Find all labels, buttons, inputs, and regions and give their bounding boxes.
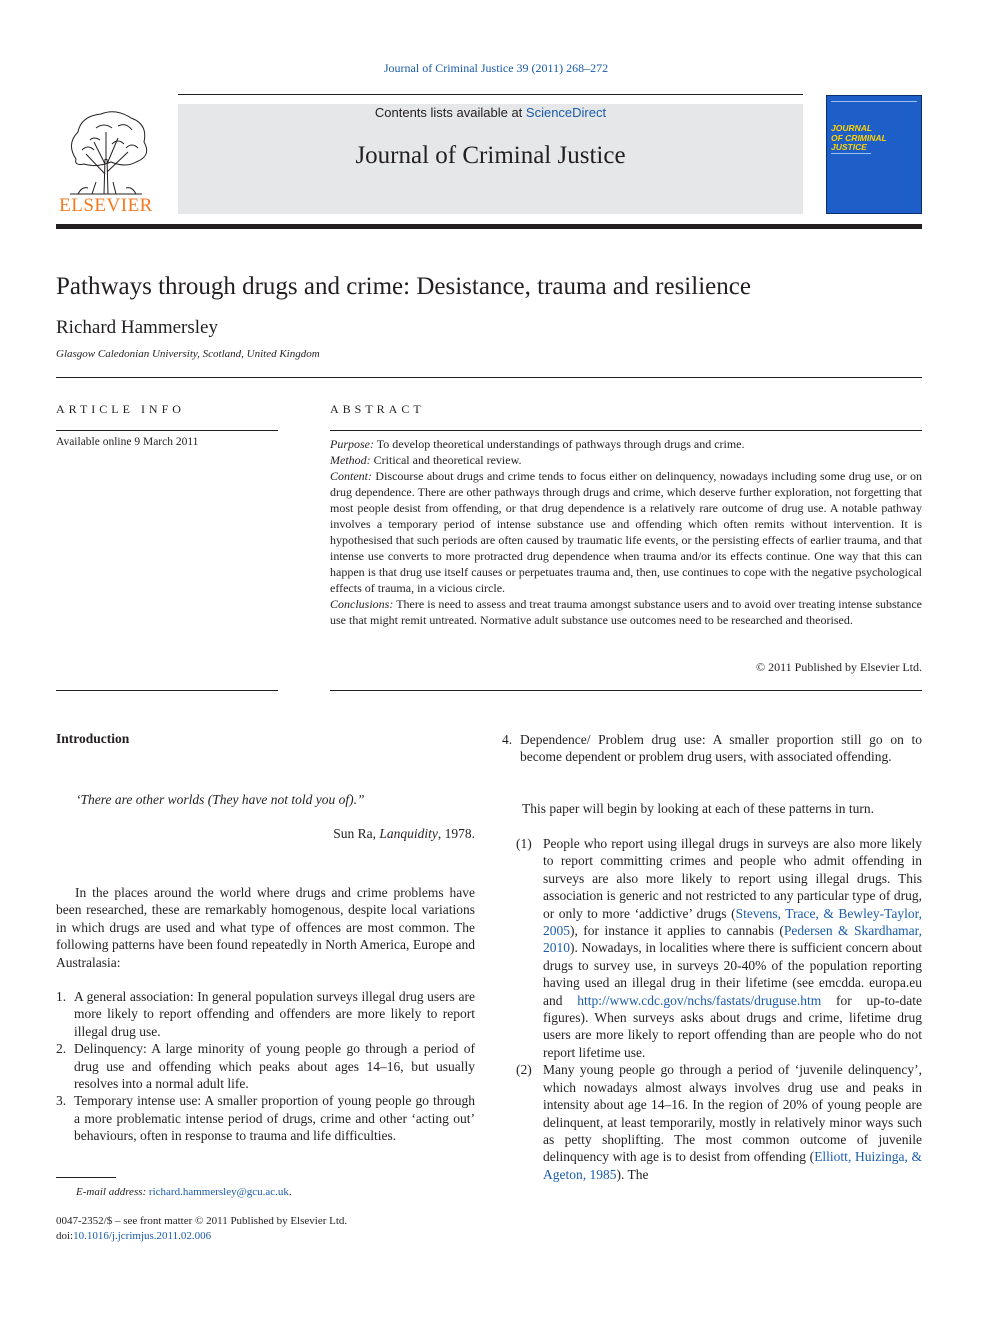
list-number: (1) (516, 836, 532, 851)
author-name: Richard Hammersley (56, 317, 218, 338)
body-paragraph: In the places around the world where drugs and crime problems have been researched, these are remarkably homogenous, despite local variations in which drugs are used and what type of offences are most common. The following patterns have been found repeatedly in North America, Europe and Australasia: (56, 885, 475, 970)
abstract-text: To develop theoretical understandings of pathways through drugs and crime. (374, 437, 745, 451)
contents-prefix: Contents lists available at (374, 105, 526, 120)
list-item (56, 1092, 475, 1144)
cover-title (831, 124, 887, 153)
abstract-rule (330, 430, 922, 431)
front-matter (56, 1214, 347, 1243)
journal-title: Journal of Criminal Justice (355, 142, 626, 169)
doi-line (56, 1229, 347, 1244)
abstract-content (330, 468, 922, 596)
title-rule (56, 377, 922, 378)
abstract-label: Content: (330, 469, 372, 483)
header-thick-rule (56, 224, 922, 229)
list-text: ), for instance it applies to cannabis ( (570, 923, 784, 939)
patterns-list-continued (502, 731, 922, 766)
list-text: Many young people go through a period of ‘juvenile delinquency’, which nowadays almost always involves drug use and peaks in intensity about age 14–16. In the region of 20% of young people are delinquent, at least temporarily, mostly in relatively minor ways such as petty shoplifting. The most common outcome of juvenile delinquency with age is to desist from offending ( (543, 1062, 922, 1165)
citation-link[interactable]: Pedersen & Skardhamar, 2010 (543, 923, 923, 956)
list-item (502, 731, 922, 766)
list-number: 1. (56, 989, 67, 1004)
abstract-method (330, 452, 922, 468)
abstract-purpose (330, 436, 922, 452)
citation-link[interactable]: Stevens, Trace, & Bewley-Taylor, 2005 (543, 905, 922, 939)
list-text: Delinquency: A large minority of young people go through a period of drug use and offending which peaks about ages 14–16, but usually resolves into a normal adult life. (74, 1041, 475, 1092)
footnote-rule (56, 1177, 116, 1178)
footnote-label: E-mail address: (76, 1186, 147, 1198)
doi-link[interactable]: 10.1016/j.jcrimjus.2011.02.006 (73, 1229, 212, 1242)
cover-decor-line (831, 101, 917, 102)
list-number: 3. (56, 1093, 67, 1109)
article-info-bottom-rule (56, 690, 278, 691)
email-link[interactable]: richard.hammersley@gcu.ac.uk (148, 1186, 289, 1198)
patterns-list (56, 988, 475, 1145)
abstract-text: Critical and theoretical review. (370, 453, 522, 467)
contents-line (178, 105, 803, 120)
abstract-text: There is need to assess and treat trauma amongst substance users and to avoid over treating intense substance use that might remit untreated. Normative adult substance use outcomes need to be researched and theorised. (330, 597, 922, 627)
front-matter-line: 0047-2352/$ – see front matter © 2011 Published by Elsevier Ltd. (56, 1215, 348, 1227)
article-info-rule (56, 430, 278, 431)
footnote-end: . (288, 1186, 292, 1198)
list-number: 2. (56, 1041, 67, 1057)
citation-link[interactable]: Elliott, Huizinga, & Ageton, 1985 (543, 1149, 922, 1182)
header-top-rule (178, 94, 803, 95)
discussion-list (502, 835, 922, 1183)
journal-reference[interactable]: Journal of Criminal Justice 39 (2011) 268–272 (383, 61, 609, 75)
cover-title-line: JUSTICE (831, 142, 867, 152)
list-number: 4. (502, 732, 513, 747)
footnote-email (76, 1186, 292, 1198)
sciencedirect-link[interactable]: ScienceDirect (525, 105, 607, 120)
cover-title-line: JOURNAL (831, 123, 873, 133)
abstract-conclusions (330, 596, 922, 628)
abstract-label: Purpose: (330, 437, 374, 451)
list-item (56, 1040, 475, 1092)
list-text: Temporary intense use: A smaller proportion of young people go through a more problematic intense period of drugs, crime and other ‘acting out’ behaviours, often in response to trauma and life difficulties. (74, 1093, 475, 1144)
author-affiliation: Glasgow Caledonian University, Scotland, United Kingdom (56, 348, 320, 360)
epigraph-year: , 1978. (437, 826, 475, 841)
cover-decor-line (831, 153, 871, 154)
epigraph-quote: ‘There are other worlds (They have not told you of).” (76, 792, 365, 807)
list-text: ). The (616, 1166, 649, 1182)
list-item (502, 835, 922, 1061)
list-number: (2) (516, 1062, 532, 1078)
article-info-heading: ARTICLE INFO (56, 402, 185, 416)
available-online: Available online 9 March 2011 (56, 436, 199, 448)
abstract-text: Discourse about drugs and crime tends to focus either on delinquency, nowadays including some drug use, or on drug dependence. There are other pathways through drugs and crime, which deserve further exploration, not forgetting that most people desist from offending, or that drug dependence is a relatively rare outcome of drug use. A notable pathway involves a temporary period of intense substance use and offending which often remits without intervention. It is hypothesised that such periods are often caused by traumatic life events, or the persisting effects of earlier trauma, and that intense use converts to more protracted drug dependence when trauma and/or its effects continue. One way that this can happen is that drug use itself causes or perpetuates trauma and, then, use continues to cope with the negative psychological effects of trauma, in a vicious circle. (330, 469, 922, 595)
abstract-bottom-rule (330, 690, 922, 691)
abstract-body (330, 436, 922, 628)
epigraph-work: Lanquidity (379, 826, 438, 841)
list-text: ). Nowadays, in localities where there is sufficient concern about drugs to survey use, in surveys 20-40% of the population reporting having used an illegal drug in their lifetime (see emcdda. europa.eu and (543, 940, 922, 1008)
epigraph-source (56, 826, 475, 842)
list-item (502, 1061, 922, 1183)
abstract-label: Method: (330, 453, 371, 467)
list-text: People who report using illegal drugs in surveys are also more likely to report committing crimes and people who admit offending in surveys are also more likely to report using illegal drugs. This association is generic and not restricted to any particular type of drug, or only to more ‘addictive’ drugs ( (543, 836, 922, 921)
url-link[interactable]: http://www.cdc.gov/nchs/fastats/druguse.htm (577, 992, 822, 1008)
abstract-label: Conclusions: (330, 597, 394, 611)
section-heading-introduction: Introduction (56, 731, 130, 746)
body-paragraph: This paper will begin by looking at each of these patterns in turn. (522, 801, 875, 816)
abstract-heading: ABSTRACT (330, 402, 425, 416)
abstract-copyright: © 2011 Published by Elsevier Ltd. (756, 660, 922, 674)
cover-title-line: OF CRIMINAL (831, 132, 887, 143)
epigraph-author: Sun Ra, (333, 826, 380, 841)
list-text: for up-to-date figures). When surveys asks about drugs and crime, lifetime drug users are more likely to report offending than are people who do not report lifetime use. (543, 992, 922, 1060)
article-title: Pathways through drugs and crime: Desistance, trauma and resilience (56, 273, 751, 300)
list-text: A general association: In general population surveys illegal drug users are more likely to report offending and offenders are more likely to report illegal drug use. (74, 989, 475, 1039)
elsevier-wordmark: ELSEVIER (59, 195, 153, 216)
doi-prefix: doi: (56, 1229, 74, 1242)
list-item (56, 988, 475, 1040)
journal-cover-image (826, 95, 922, 214)
list-text: Dependence/ Problem drug use: A smaller proportion still go on to become dependent or problem drug users, with associated offending. (520, 732, 922, 765)
